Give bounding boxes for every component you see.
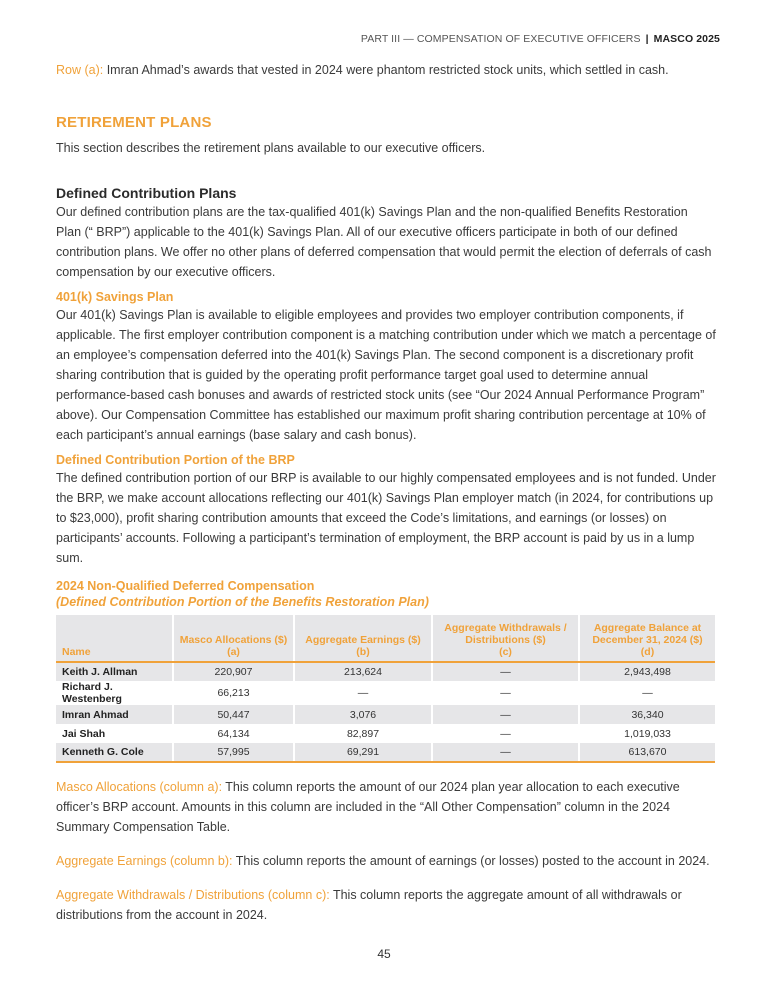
cell-aggregate-balance: — <box>579 681 715 705</box>
table-subtitle: (Defined Contribution Portion of the Benefits Restoration Plan) <box>56 595 429 609</box>
footnote-text: This column reports the amount of our 2024 plan year allocation to each executive officer’s BRP account. Amounts in this column are included in the “All Other Compensation” column in the 2024 Summary Compensation Table. <box>56 780 680 834</box>
cell-aggregate-withdrawals: — <box>432 724 579 743</box>
cell-name: Kenneth G. Cole <box>56 743 173 762</box>
cell-aggregate-earnings: 213,624 <box>294 662 432 681</box>
savings-plan-heading: 401(k) Savings Plan <box>56 290 174 304</box>
cell-name: Imran Ahmad <box>56 705 173 724</box>
header-separator: | <box>645 33 649 45</box>
defined-contribution-body: Our defined contribution plans are the tax-qualified 401(k) Savings Plan and the non-qualified Benefits Restoration Plan (“ BRP”) applicable to the 401(k) Savings Plan. All of our executive officers participate in both of our defined contribution plans. We offer no other plans of deferred compensation that would permit the election of deferrals of cash compensation by our executive officers. <box>56 205 712 279</box>
footnote-column-a <box>56 777 716 837</box>
col-header-aggregate-earnings: Aggregate Earnings ($) (b) <box>294 615 432 662</box>
footnote-column-b <box>56 851 716 871</box>
cell-aggregate-earnings: 3,076 <box>294 705 432 724</box>
footnote-label: Aggregate Earnings (column b): <box>56 854 233 868</box>
brp-portion-body: The defined contribution portion of our BRP is available to our highly compensated employees and is not funded. Under the BRP, we make account allocations reflecting our 401(k) Savings Plan employer match (in 2024, for contributions up to $23,000), profit sharing contribution amounts that exceed the Code’s limitations, and earnings (or losses) on participants’ accounts. Following a participant’s termination of employment, the BRP account is paid by us in a lump sum. <box>56 471 716 565</box>
footnote-text: This column reports the aggregate amount of all withdrawals or distributions from the account in 2024. <box>56 888 682 922</box>
table-row <box>56 662 715 681</box>
header-section: PART III — COMPENSATION OF EXECUTIVE OFFICERS <box>360 33 641 45</box>
table-row <box>56 724 715 743</box>
cell-masco-allocations: 66,213 <box>173 681 294 705</box>
cell-masco-allocations: 50,447 <box>173 705 294 724</box>
brp-portion-heading: Defined Contribution Portion of the BRP <box>56 453 295 467</box>
footnote-text: This column reports the amount of earnings (or losses) posted to the account in 2024. <box>232 854 710 868</box>
cell-aggregate-earnings: 82,897 <box>294 724 432 743</box>
cell-aggregate-withdrawals: — <box>432 662 579 681</box>
page-content <box>56 60 716 925</box>
cell-aggregate-withdrawals: — <box>432 743 579 762</box>
row-a-label: Row (a): <box>56 63 104 77</box>
row-a-text: Imran Ahmad’s awards that vested in 2024 were phantom restricted stock units, which settled in cash. <box>103 63 669 77</box>
table-title <box>56 578 716 610</box>
retirement-intro: This section describes the retirement plans available to our executive officers. <box>56 141 486 155</box>
row-a-note <box>56 60 716 80</box>
table-row <box>56 743 715 762</box>
table-header-row <box>56 615 715 662</box>
cell-name: Richard J. Westenberg <box>62 681 122 705</box>
footnote-column-c <box>56 885 716 925</box>
page-number: 45 <box>377 947 391 961</box>
cell-aggregate-balance: 613,670 <box>579 743 715 762</box>
col-header-aggregate-withdrawals: Aggregate Withdrawals / Distributions ($) (c) <box>432 615 579 662</box>
footnote-label: Masco Allocations (column a): <box>56 780 223 794</box>
defined-contribution-heading: Defined Contribution Plans <box>56 185 237 201</box>
table-row <box>56 681 715 705</box>
table-row <box>56 705 715 724</box>
cell-name: Keith J. Allman <box>56 662 173 681</box>
cell-aggregate-withdrawals: — <box>432 681 579 705</box>
cell-masco-allocations: 57,995 <box>173 743 294 762</box>
col-header-name: Name <box>56 615 173 662</box>
nqdc-table <box>56 615 715 763</box>
cell-aggregate-balance: 36,340 <box>579 705 715 724</box>
col-header-masco-allocations: Masco Allocations ($) (a) <box>173 615 294 662</box>
running-header <box>361 33 720 45</box>
cell-masco-allocations: 64,134 <box>173 724 294 743</box>
cell-aggregate-balance: 2,943,498 <box>579 662 715 681</box>
col-header-aggregate-balance: Aggregate Balance at December 31, 2024 ($) (d) <box>579 615 715 662</box>
cell-aggregate-earnings: — <box>294 681 432 705</box>
header-brand: MASCO 2025 <box>653 33 720 45</box>
footnote-label: Aggregate Withdrawals / Distributions (column c): <box>56 888 330 902</box>
cell-aggregate-earnings: 69,291 <box>294 743 432 762</box>
savings-plan-body: Our 401(k) Savings Plan is available to eligible employees and provides two employer contribution components, if applicable. The first employer contribution component is a matching contribution under which we match a percentage of an employee’s compensation deferred into the 401(k) Savings Plan. The second component is a discretionary profit sharing contribution that is guided by the operating profit performance target goal used to determine annual performance-based cash bonuses and awards of restricted stock units (see “Our 2024 Annual Performance Program” above). Our Compensation Committee has established our maximum profit sharing contribution percentage at 10% of each participant’s annual earnings (base salary and cash bonus). <box>56 308 716 442</box>
cell-masco-allocations: 220,907 <box>173 662 294 681</box>
table-title-main: 2024 Non-Qualified Deferred Compensation <box>56 579 315 593</box>
cell-aggregate-balance: 1,019,033 <box>579 724 715 743</box>
retirement-plans-heading: RETIREMENT PLANS <box>56 114 212 131</box>
cell-name: Jai Shah <box>62 727 106 740</box>
cell-aggregate-withdrawals: — <box>432 705 579 724</box>
